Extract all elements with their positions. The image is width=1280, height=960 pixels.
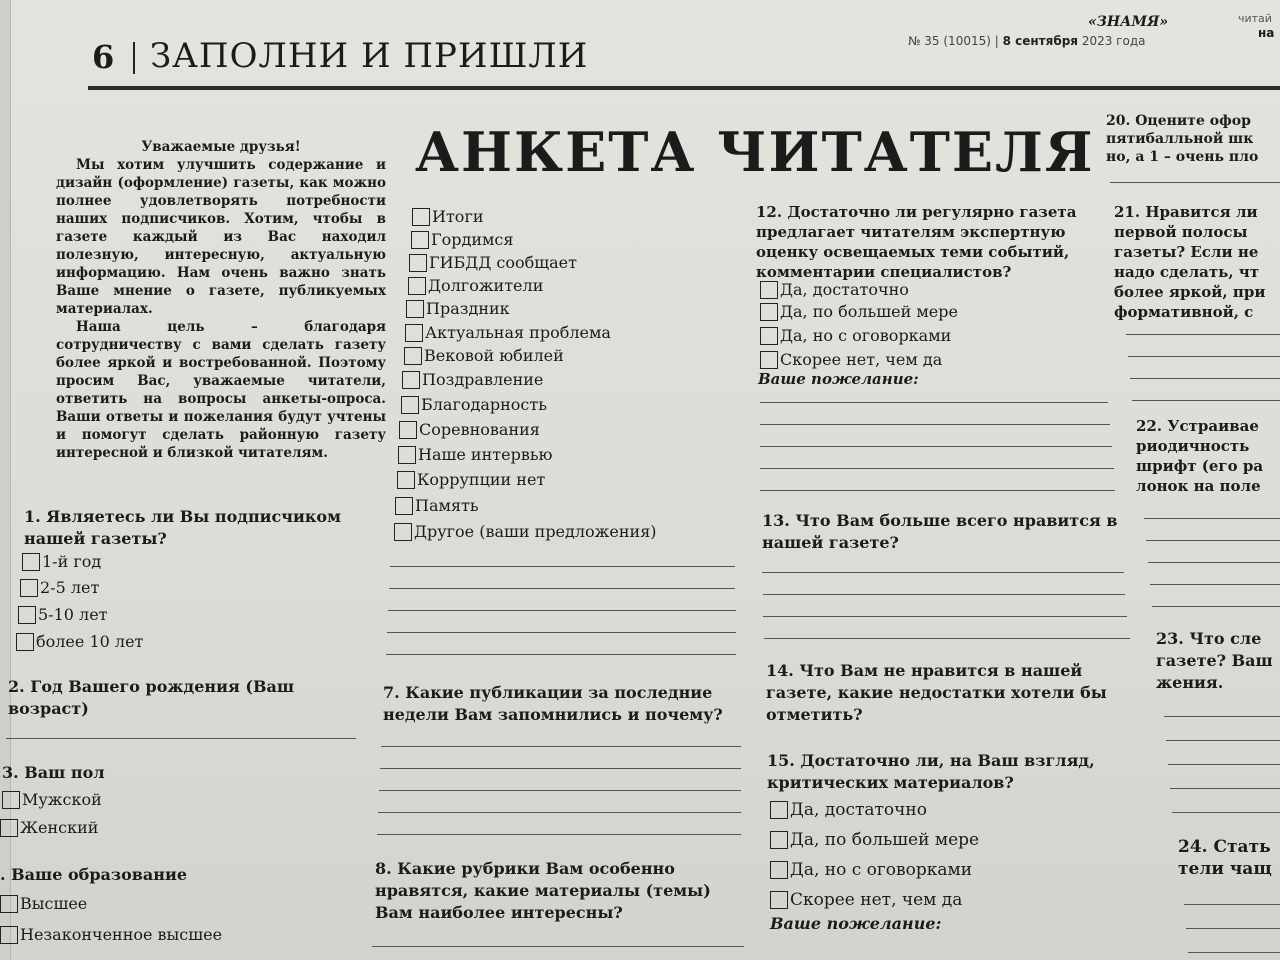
- q1-option-3[interactable]: 5-10 лет: [18, 605, 108, 625]
- checkbox[interactable]: [0, 926, 18, 944]
- checkbox[interactable]: [404, 347, 422, 365]
- next-page-fragment-2: на: [1258, 26, 1275, 40]
- checkbox[interactable]: [770, 831, 788, 849]
- answer-line[interactable]: [1168, 764, 1280, 765]
- answer-line[interactable]: [1150, 584, 1280, 585]
- answer-line[interactable]: [378, 812, 741, 813]
- newspaper-name: «ЗНАМЯ»: [1088, 14, 1169, 30]
- checkbox[interactable]: [760, 303, 778, 321]
- q15-option-4[interactable]: Скорее нет, чем да: [770, 890, 962, 910]
- rubric-option[interactable]: Поздравление: [402, 370, 543, 390]
- checkbox[interactable]: [398, 446, 416, 464]
- answer-line[interactable]: [760, 402, 1108, 403]
- answer-line[interactable]: [1184, 904, 1280, 905]
- answer-line[interactable]: [1144, 518, 1280, 519]
- intro-paragraph-1: Мы хотим улучшить содержание и дизайн (оформление) газеты, как можно полнее удовлетворять потребности наших подписчиков. Хотим, чтобы в газете каждый из Вас находил полезную, интересную, актуальную информацию. Нам очень важно знать Ваше мнение о газете, публикуемых материалах.: [56, 157, 386, 317]
- q12-option-4[interactable]: Скорее нет, чем да: [760, 350, 942, 370]
- answer-line[interactable]: [390, 566, 735, 567]
- q12-option-2[interactable]: Да, по большей мере: [760, 302, 958, 322]
- rubric-option[interactable]: Коррупции нет: [397, 470, 545, 490]
- intro-greeting: Уважаемые друзья!: [141, 139, 301, 155]
- q1-option-4[interactable]: более 10 лет: [16, 632, 143, 652]
- checkbox[interactable]: [760, 351, 778, 369]
- checkbox[interactable]: [405, 324, 423, 342]
- answer-line[interactable]: [1166, 740, 1280, 741]
- checkbox[interactable]: [394, 523, 412, 541]
- intro-paragraph-2: Наша цель – благодаря сотрудничеству с вами сделать газету более яркой и востребованной. Поэтому просим Вас, уважаемые читатели, ответить на вопросы анкеты-опроса. Ваши ответы и пожелания будут учтены и помогут сделать районную газету интересной и близкой читателям.: [56, 319, 386, 461]
- checkbox[interactable]: [402, 371, 420, 389]
- question-20: 20. Оцените офор пятибалльной шк но, а 1 – очень пло: [1106, 113, 1259, 165]
- header-rule: [88, 86, 1280, 90]
- rubric-option[interactable]: Вековой юбилей: [404, 346, 564, 366]
- question-8: 8. Какие рубрики Вам особенно нравятся, какие материалы (темы) Вам наиболее интересны?: [375, 859, 711, 922]
- answer-line[interactable]: [1188, 952, 1280, 953]
- q15-option-2[interactable]: Да, по большей мере: [770, 830, 979, 850]
- question-21: 21. Нравится ли первой полосы газеты? Если не надо сделать, чт более яркой, при формативной, с: [1114, 203, 1266, 320]
- checkbox[interactable]: [0, 895, 18, 913]
- answer-line[interactable]: [380, 768, 741, 769]
- question-12: 12. Достаточно ли регулярно газета предлагает читателям экспертную оценку освещаемых теми событий, комментарии специалистов?: [756, 203, 1077, 281]
- rubric-option[interactable]: Актуальная проблема: [405, 323, 611, 343]
- checkbox[interactable]: [408, 277, 426, 295]
- question-13: 13. Что Вам больше всего нравится в нашей газете?: [762, 511, 1118, 552]
- checkbox[interactable]: [770, 891, 788, 909]
- rubric-option[interactable]: Долгожители: [408, 276, 543, 296]
- answer-line[interactable]: [388, 610, 736, 611]
- checkbox[interactable]: [760, 327, 778, 345]
- checkbox[interactable]: [18, 606, 36, 624]
- rubric-option[interactable]: Наше интервью: [398, 445, 552, 465]
- rubric-option[interactable]: Память: [395, 496, 479, 516]
- checkbox[interactable]: [770, 801, 788, 819]
- answer-line[interactable]: [389, 588, 735, 589]
- answer-line[interactable]: [381, 746, 741, 747]
- rubric-option[interactable]: Другое (ваши предложения): [394, 522, 657, 542]
- checkbox[interactable]: [20, 579, 38, 597]
- answer-line[interactable]: [1126, 334, 1280, 335]
- checkbox[interactable]: [399, 421, 417, 439]
- q15-option-3[interactable]: Да, но с оговорками: [770, 860, 972, 880]
- answer-line[interactable]: [387, 632, 736, 633]
- answer-line[interactable]: [1164, 716, 1280, 717]
- issue-year: 2023 года: [1081, 34, 1146, 48]
- answer-line[interactable]: [763, 594, 1125, 595]
- q4-option-higher[interactable]: Высшее: [0, 894, 87, 914]
- answer-line[interactable]: [760, 446, 1112, 447]
- checkbox[interactable]: [401, 396, 419, 414]
- checkbox[interactable]: [409, 254, 427, 272]
- rubric-option[interactable]: Соревнования: [399, 420, 540, 440]
- answer-line[interactable]: [760, 468, 1114, 469]
- q12-option-3[interactable]: Да, но с оговорками: [760, 326, 951, 346]
- issue-info: № 35 (10015) | 8 сентября 2023 года: [908, 34, 1146, 48]
- question-23: 23. Что сле газете? Ваш жения.: [1156, 629, 1273, 692]
- answer-line[interactable]: [1146, 540, 1280, 541]
- rubric-option[interactable]: ГИБДД сообщает: [409, 253, 577, 273]
- answer-line[interactable]: [762, 572, 1124, 573]
- q15-option-1[interactable]: Да, достаточно: [770, 800, 927, 820]
- answer-line[interactable]: [1152, 606, 1280, 607]
- rubric-option[interactable]: Праздник: [406, 299, 510, 319]
- q12-option-1[interactable]: Да, достаточно: [760, 280, 909, 300]
- answer-line[interactable]: [377, 834, 741, 835]
- answer-line[interactable]: [760, 490, 1115, 491]
- question-15: 15. Достаточно ли, на Ваш взгляд, критических материалов?: [767, 751, 1095, 792]
- answer-line[interactable]: [372, 946, 744, 947]
- checkbox[interactable]: [22, 553, 40, 571]
- next-page-fragment: читай: [1238, 12, 1272, 25]
- q1-option-2[interactable]: 2-5 лет: [20, 578, 99, 598]
- q1-option-1[interactable]: 1-й год: [22, 552, 101, 572]
- answer-line[interactable]: [6, 738, 356, 739]
- checkbox[interactable]: [406, 300, 424, 318]
- q4-option-incomplete-higher[interactable]: Незаконченное высшее: [0, 925, 222, 945]
- page-number: 6: [92, 38, 115, 76]
- checkbox[interactable]: [2, 791, 20, 809]
- checkbox[interactable]: [397, 471, 415, 489]
- question-1: 1. Являетесь ли Вы подписчиком нашей газеты?: [24, 507, 341, 548]
- answer-line[interactable]: [1148, 562, 1280, 563]
- survey-title: АНКЕТА ЧИТАТЕЛЯ: [415, 120, 1095, 184]
- question-14: 14. Что Вам не нравится в нашей газете, какие недостатки хотели бы отметить?: [766, 661, 1107, 724]
- answer-line[interactable]: [1170, 788, 1280, 789]
- q15-wish-label: Ваше пожелание:: [770, 914, 942, 933]
- rubric-option[interactable]: Гордимся: [411, 230, 513, 250]
- answer-line[interactable]: [1172, 812, 1280, 813]
- answer-line[interactable]: [1128, 356, 1280, 357]
- answer-line[interactable]: [386, 654, 736, 655]
- answer-line[interactable]: [764, 638, 1130, 639]
- answer-line[interactable]: [760, 424, 1110, 425]
- checkbox[interactable]: [411, 231, 429, 249]
- answer-line[interactable]: [1130, 378, 1280, 379]
- answer-line[interactable]: [1186, 928, 1280, 929]
- intro-text: [56, 138, 386, 462]
- q12-wish-label: Ваше пожелание:: [758, 370, 919, 388]
- section-title: ЗАПОЛНИ И ПРИШЛИ: [150, 36, 589, 76]
- question-4: . Ваше образование: [0, 865, 187, 884]
- q3-option-male[interactable]: Мужской: [2, 790, 102, 810]
- question-7: 7. Какие публикации за последние недели Вам запомнились и почему?: [383, 683, 723, 724]
- checkbox[interactable]: [770, 861, 788, 879]
- question-22: 22. Устраивае риодичность шрифт (его ра лонок на поле: [1136, 417, 1264, 495]
- answer-line[interactable]: [379, 790, 741, 791]
- checkbox[interactable]: [412, 208, 430, 226]
- answer-line[interactable]: [763, 616, 1127, 617]
- header-divider: [133, 42, 135, 74]
- answer-line[interactable]: [1132, 400, 1280, 401]
- issue-number: № 35 (10015): [908, 34, 991, 48]
- question-24: 24. Стать тели чащ: [1178, 837, 1272, 879]
- rubric-option[interactable]: Благодарность: [401, 395, 547, 415]
- previous-page-edge: [0, 0, 11, 960]
- checkbox[interactable]: [395, 497, 413, 515]
- q3-option-female[interactable]: Женский: [0, 818, 98, 838]
- question-2: 2. Год Вашего рождения (Ваш возраст): [8, 677, 295, 718]
- checkbox[interactable]: [0, 819, 18, 837]
- issue-date: 8 сентября: [1002, 34, 1078, 48]
- checkbox[interactable]: [760, 281, 778, 299]
- checkbox[interactable]: [16, 633, 34, 651]
- question-3: 3. Ваш пол: [2, 763, 105, 782]
- answer-line[interactable]: [1110, 182, 1280, 183]
- rubric-option[interactable]: Итоги: [412, 207, 483, 227]
